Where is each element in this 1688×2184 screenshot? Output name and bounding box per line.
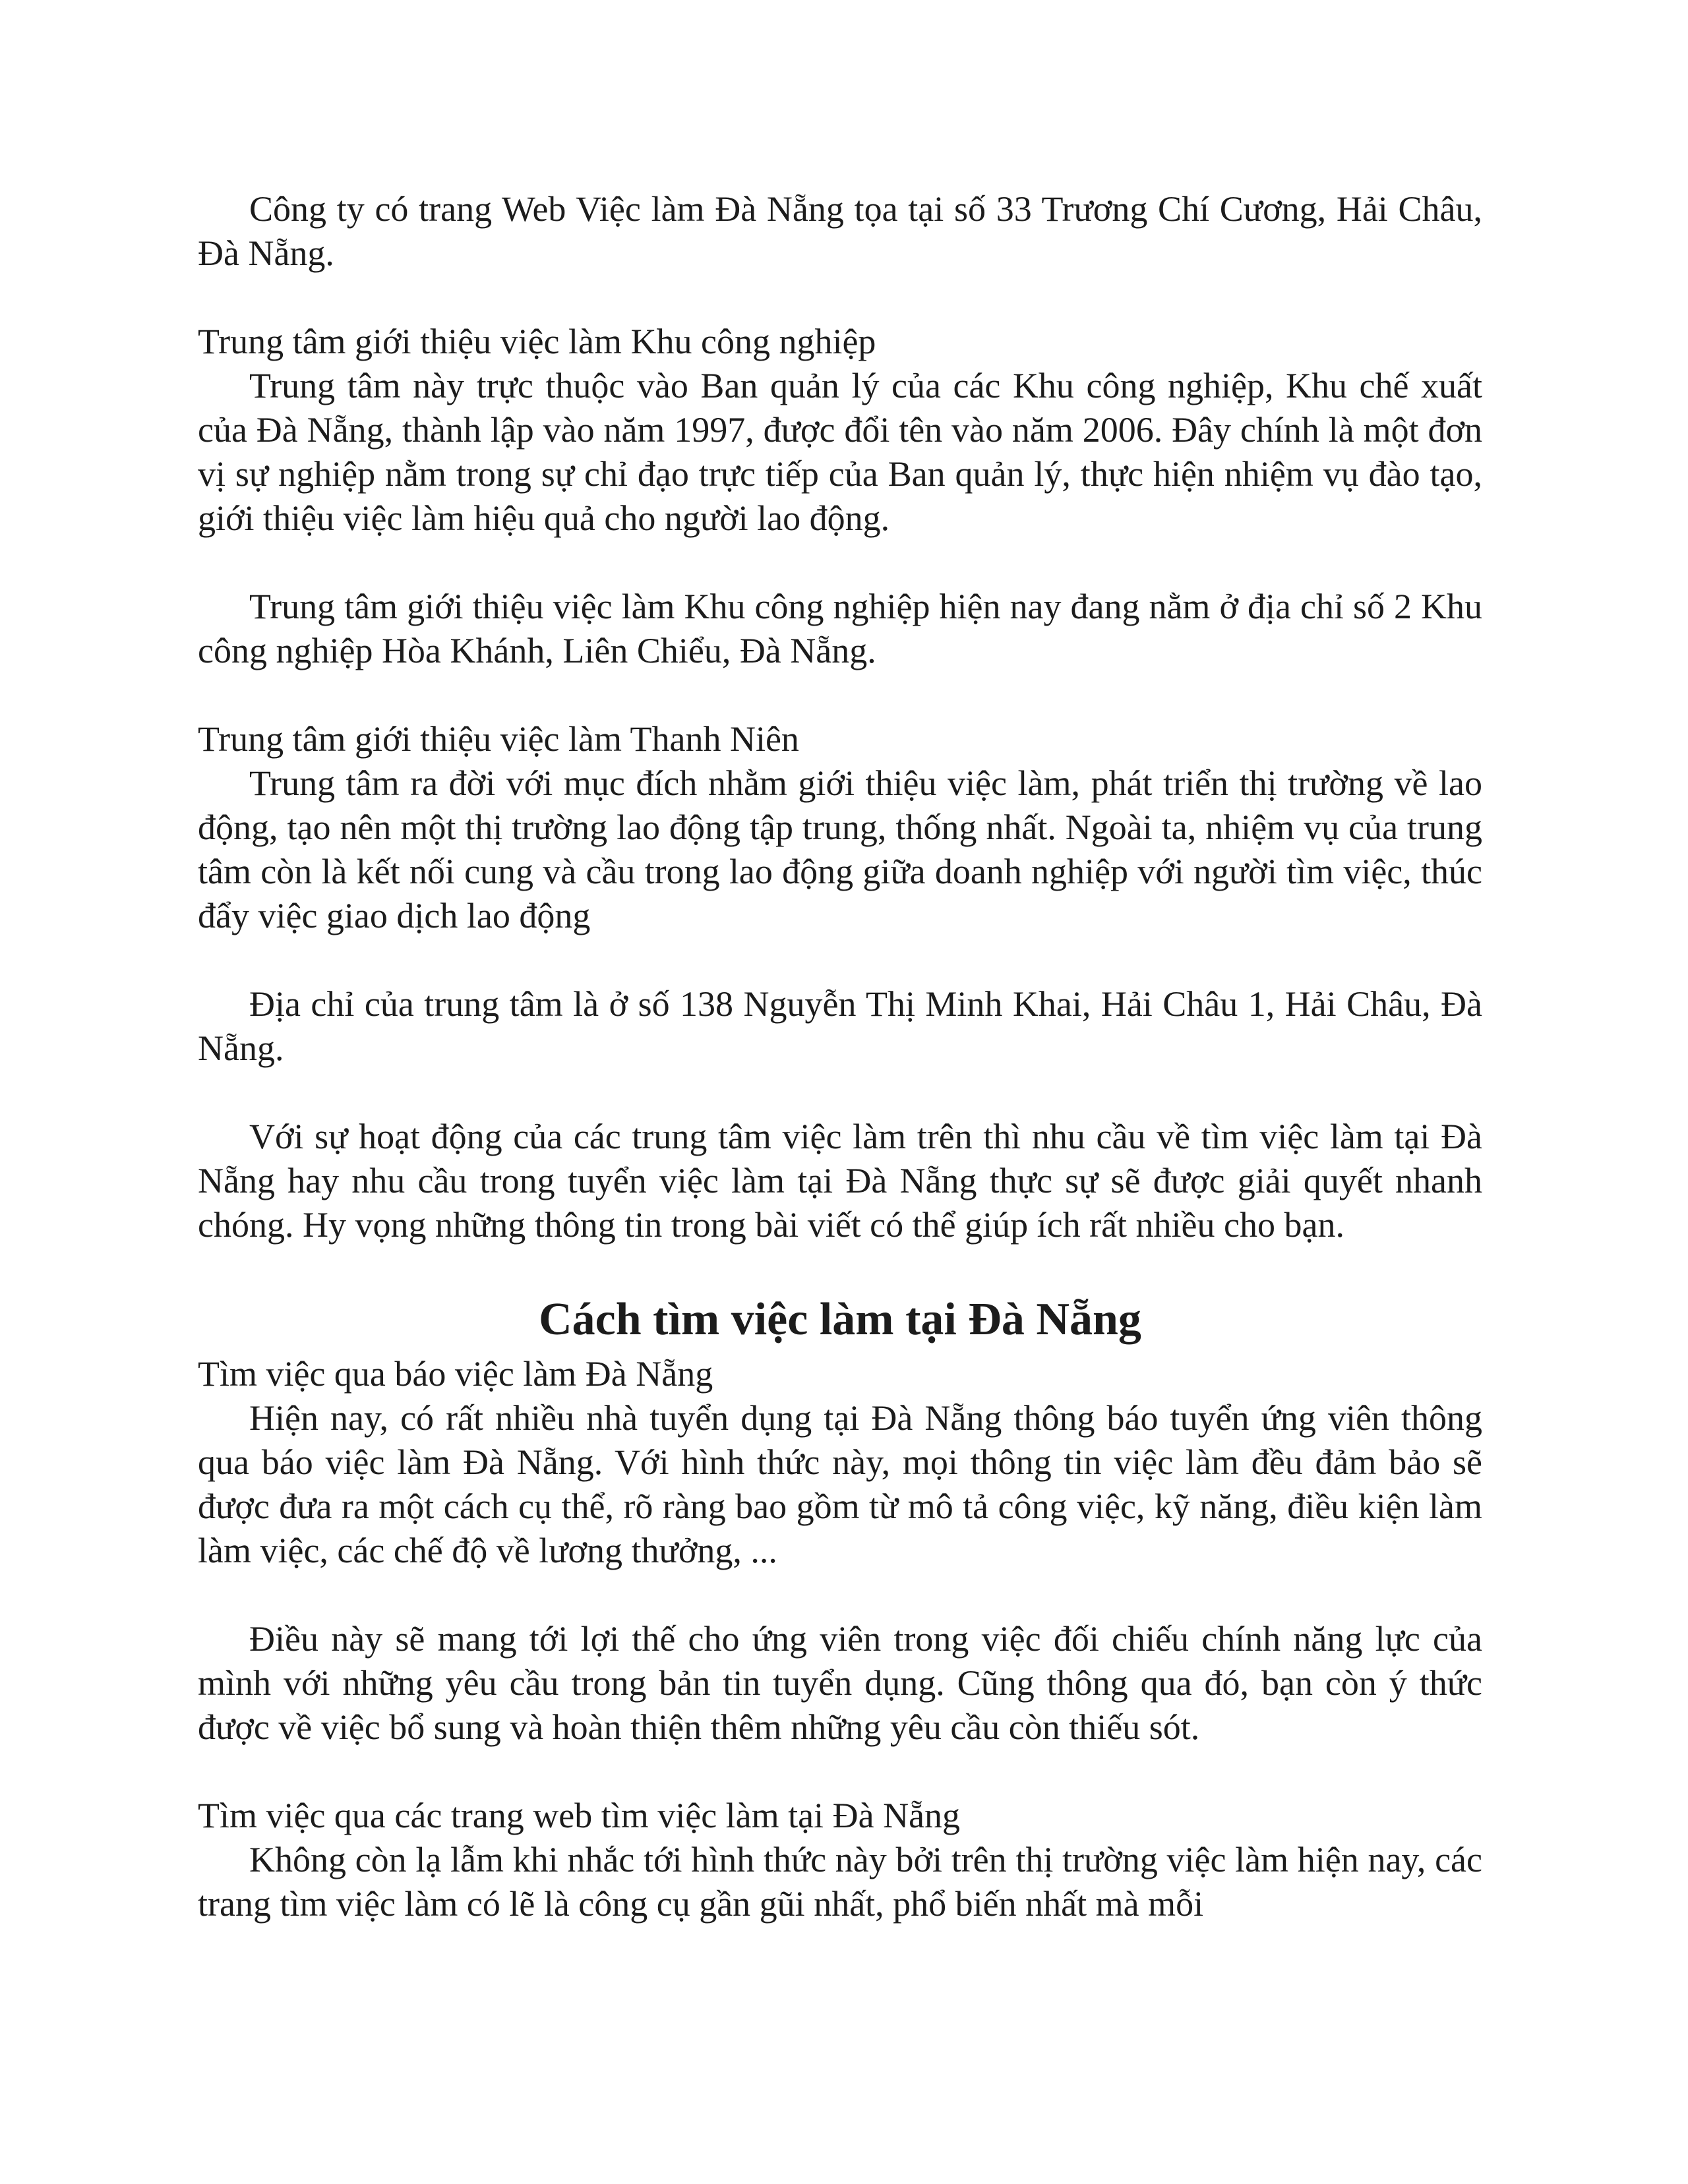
paragraph-job-websites: Không còn lạ lẫm khi nhắc tới hình thức này bởi trên thị trường việc làm hiện nay, các trang tìm việc làm có lẽ là công cụ gần gũi nhất, phổ biến nhất mà mỗi — [198, 1840, 1482, 1924]
subheading-youth-center: Trung tâm giới thiệu việc làm Thanh Niên — [198, 719, 799, 759]
subheading-job-websites: Tìm việc qua các trang web tìm việc làm tại Đà Nẵng — [198, 1796, 961, 1835]
paragraph-newspaper: Hiện nay, có rất nhiều nhà tuyển dụng tại Đà Nẵng thông báo tuyển ứng viên thông qua báo việc làm Đà Nẵng. Với hình thức này, mọi thông tin việc làm đều đảm bảo sẽ được đưa ra một cách cụ thể, rõ ràng bao gồm từ mô tả công việc, kỹ năng, điều kiện làm làm việc, các chế độ về lương thưởng, ... — [198, 1398, 1482, 1570]
paragraph-youth-center: Trung tâm ra đời với mục đích nhằm giới thiệu việc làm, phát triển thị trường về lao động, tạo nên một thị trường lao động tập trung, thống nhất. Ngoài ta, nhiệm vụ của trung tâm còn là kết nối cung và cầu trong lao động giữa doanh nghiệp với người tìm việc, thúc đẩy việc giao dịch lao động — [198, 763, 1482, 935]
paragraph-youth-center-address: Địa chỉ của trung tâm là ở số 138 Nguyễn Thị Minh Khai, Hải Châu 1, Hải Châu, Đà Nẵng. — [198, 984, 1482, 1068]
section-heading-job-search-methods: Cách tìm việc làm tại Đà Nẵng — [539, 1294, 1141, 1345]
paragraph-industrial-zone-center: Trung tâm này trực thuộc vào Ban quản lý của các Khu công nghiệp, Khu chế xuất của Đà Nẵng, thành lập vào năm 1997, được đổi tên vào năm 2006. Đây chính là một đơn vị sự nghiệp nằm trong sự chỉ đạo trực tiếp của Ban quản lý, thực hiện nhiệm vụ đào tạo, giới thiệu việc làm hiệu quả cho người lao động. — [198, 366, 1482, 538]
document-page — [198, 187, 1482, 1926]
subheading-industrial-zone-center: Trung tâm giới thiệu việc làm Khu công nghiệp — [198, 322, 876, 361]
paragraph-conclusion: Với sự hoạt động của các trung tâm việc làm trên thì nhu cầu về tìm việc làm tại Đà Nẵng hay nhu cầu trong tuyển việc làm tại Đà Nẵng thực sự sẽ được giải quyết nhanh chóng. Hy vọng những thông tin trong bài viết có thể giúp ích rất nhiều cho bạn. — [198, 1117, 1482, 1245]
subheading-newspaper: Tìm việc qua báo việc làm Đà Nẵng — [198, 1354, 713, 1394]
paragraph-web-company-address: Công ty có trang Web Việc làm Đà Nẵng tọa tại số 33 Trương Chí Cương, Hải Châu, Đà Nẵng. — [198, 189, 1482, 273]
paragraph-industrial-zone-address: Trung tâm giới thiệu việc làm Khu công nghiệp hiện nay đang nằm ở địa chỉ số 2 Khu công nghiệp Hòa Khánh, Liên Chiểu, Đà Nẵng. — [198, 587, 1482, 670]
paragraph-newspaper-advantage: Điều này sẽ mang tới lợi thế cho ứng viên trong việc đối chiếu chính năng lực của mình với những yêu cầu trong bản tin tuyển dụng. Cũng thông qua đó, bạn còn ý thức được về việc bổ sung và hoàn thiện thêm những yêu cầu còn thiếu sót. — [198, 1619, 1482, 1747]
